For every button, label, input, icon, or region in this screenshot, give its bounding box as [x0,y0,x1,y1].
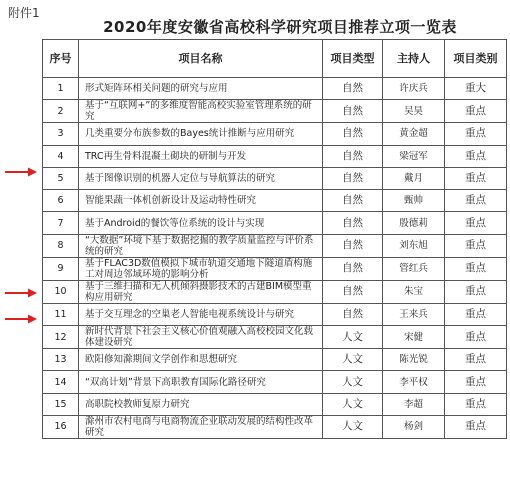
table-row [43,190,507,212]
project-type: 自然 [323,303,383,325]
project-name: 智能果蔬一体机创新设计及运动特性研究 [79,190,323,212]
table-row [43,280,507,303]
header-no: 序号 [43,40,79,78]
project-category: 重大 [445,78,507,100]
project-leader: 杨剑 [383,415,445,438]
project-leader: 吴昊 [383,100,445,123]
project-name: “双高计划”背景下高职教育国际化路径研究 [79,371,323,393]
project-type: 自然 [323,78,383,100]
row-number: 7 [43,212,79,234]
header-project-name: 项目名称 [79,40,323,78]
project-leader: 梁冠军 [383,145,445,167]
row-number: 8 [43,234,79,257]
project-category: 重点 [445,257,507,280]
row-number: 9 [43,257,79,280]
project-name: 基于Android的餐饮等位系统的设计与实现 [79,212,323,234]
red-arrow-icon [4,313,38,325]
table-row [43,167,507,189]
row-number: 1 [43,78,79,100]
row-number: 2 [43,100,79,123]
header-leader: 主持人 [383,40,445,78]
project-category: 重点 [445,280,507,303]
table-row [43,393,507,415]
project-type: 自然 [323,167,383,189]
project-name: 几类重要分布族参数的Bayes统计推断与应用研究 [79,123,323,145]
project-name: 欧阳修知滁期间文学创作和思想研究 [79,349,323,371]
project-category: 重点 [445,145,507,167]
table-row [43,303,507,325]
project-type: 自然 [323,100,383,123]
table-row [43,234,507,257]
project-category: 重点 [445,371,507,393]
table-row [43,100,507,123]
project-type: 自然 [323,190,383,212]
project-type: 人文 [323,415,383,438]
project-category: 重点 [445,167,507,189]
row-number: 14 [43,371,79,393]
project-name: “大数据”环境下基于数据挖掘的教学质量监控与评价系统的研究 [79,234,323,257]
project-leader: 宋健 [383,326,445,349]
red-arrow-icon [4,166,38,178]
project-type: 人文 [323,371,383,393]
project-name: 基于交互理念的空巢老人智能电视系统设计与研究 [79,303,323,325]
project-category: 重点 [445,303,507,325]
project-name: 基于“互联网+”的多维度智能高校实验室管理系统的研究 [79,100,323,123]
row-number: 16 [43,415,79,438]
project-leader: 朱宝 [383,280,445,303]
project-type: 人文 [323,349,383,371]
project-type: 人文 [323,393,383,415]
table-row [43,371,507,393]
header-category: 项目类别 [445,40,507,78]
project-name: 基于FLAC3D数值模拟下城市轨道交通地下隧道盾构施工对周边邻域环境的影响分析 [79,257,323,280]
project-leader: 戴月 [383,167,445,189]
project-category: 重点 [445,212,507,234]
row-number: 13 [43,349,79,371]
project-leader: 刘东旭 [383,234,445,257]
project-type: 自然 [323,234,383,257]
row-number: 15 [43,393,79,415]
project-category: 重点 [445,123,507,145]
row-number: 5 [43,167,79,189]
table-header-row [43,40,507,78]
project-category: 重点 [445,326,507,349]
project-leader: 殷德莉 [383,212,445,234]
project-category: 重点 [445,415,507,438]
project-name: TRC再生骨料混凝土砌块的研制与开发 [79,145,323,167]
project-name: 新时代背景下社会主义核心价值观融入高校校园文化载体建设研究 [79,326,323,349]
project-leader: 管红兵 [383,257,445,280]
table-row [43,415,507,438]
table-row [43,123,507,145]
project-leader: 甄帅 [383,190,445,212]
row-number: 6 [43,190,79,212]
project-name: 基于图像识别的机器人定位与导航算法的研究 [79,167,323,189]
project-leader: 黄金超 [383,123,445,145]
project-category: 重点 [445,234,507,257]
project-type: 自然 [323,145,383,167]
table-row [43,257,507,280]
header-project-type: 项目类型 [323,40,383,78]
row-number: 4 [43,145,79,167]
table-row [43,349,507,371]
project-name: 基于三维扫描和无人机倾斜摄影技术的古建BIM模型重构应用研究 [79,280,323,303]
table-row [43,145,507,167]
project-category: 重点 [445,190,507,212]
project-type: 自然 [323,280,383,303]
red-arrow-icon [4,287,38,299]
project-name: 滁州市农村电商与电商物流企业联动发展的结构性改革研究 [79,415,323,438]
project-type: 自然 [323,212,383,234]
project-leader: 许庆兵 [383,78,445,100]
project-leader: 李超 [383,393,445,415]
project-leader: 陈光锐 [383,349,445,371]
project-leader: 李平权 [383,371,445,393]
project-type: 人文 [323,326,383,349]
row-number: 11 [43,303,79,325]
table-row [43,326,507,349]
row-number: 10 [43,280,79,303]
row-number: 3 [43,123,79,145]
project-category: 重点 [445,100,507,123]
project-type: 自然 [323,123,383,145]
project-leader: 王来兵 [383,303,445,325]
project-name: 形式矩阵环相关问题的研究与应用 [79,78,323,100]
table-row [43,78,507,100]
table-row [43,212,507,234]
attachment-label: 附件1 [8,6,40,20]
document-title: 2020年度安徽省高校科学研究项目推荐立项一览表 [103,18,457,36]
project-category: 重点 [445,393,507,415]
project-category: 重点 [445,349,507,371]
row-number: 12 [43,326,79,349]
project-name: 高职院校教师复原力研究 [79,393,323,415]
project-table [42,39,507,439]
project-type: 自然 [323,257,383,280]
